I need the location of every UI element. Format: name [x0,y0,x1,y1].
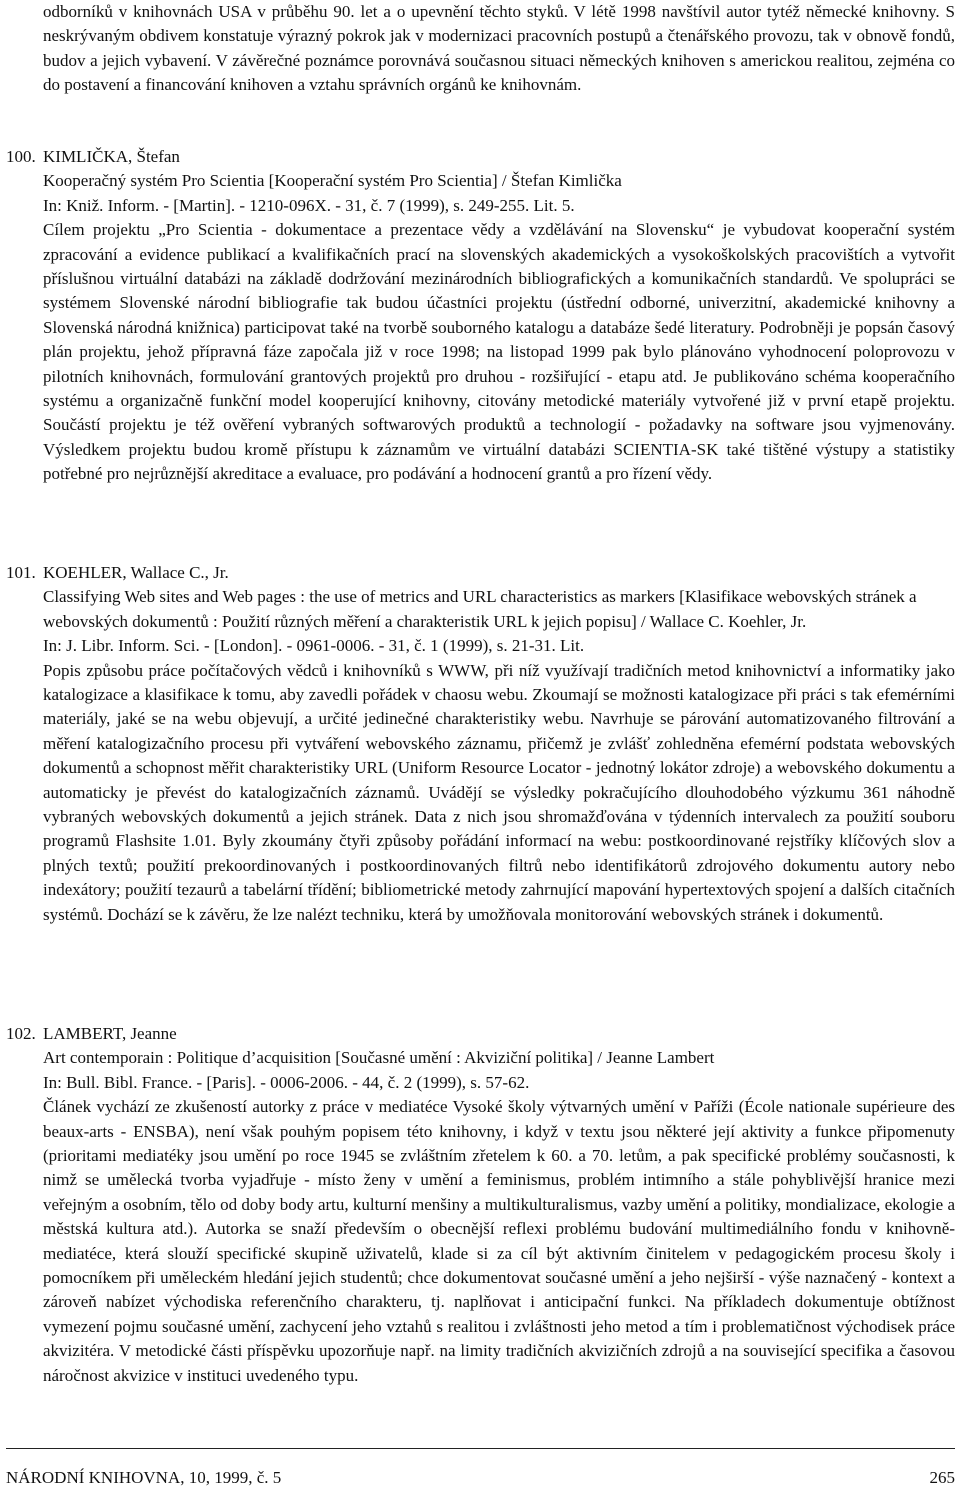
entry-source: In: Bull. Bibl. France. - [Paris]. - 0006-2006. - 44, č. 2 (1999), s. 57-62. [43,1072,530,1092]
bibliography-entry-102 [0,1022,955,1388]
entry-source: In: J. Libr. Inform. Sci. - [London]. - 0961-0006. - 31, č. 1 (1999), s. 21-31. Lit. [43,636,585,656]
footer-journal: NÁRODNÍ KNIHOVNA, 10, 1999, č. 5 [6,1468,282,1487]
entry-source: In: Kniž. Inform. - [Martin]. - 1210-096X. - 31, č. 7 (1999), s. 249-255. Lit. 5. [43,195,575,215]
entry-abstract: Cílem projektu „Pro Scientia - dokumentace a prezentace vědy a vzdělávání na Slovensku“ je vybudovat kooperační systém zpracování a evidence publikací a kvalifikačních prací na slovenských akademických a vysokoškolských pracovištích a vytvořit příslušnou virtuální databázi na základě dodržování mezinárodních bibliografických a komunikačních standardů. Ve spolupráci se systémem Slovenské národní bibliografie tak budou účastníci projektu (ústřední odborné, univerzitní, akademické knihovny a Slovenská národná knižnica) participovat také na tvorbě souborného katalogu a databáze šedé literatury. Podrobněji je popsán časový plán projektu, jehož přípravná fáze započala již v roce 1998; na listopad 1999 pak bylo plánováno vyhodnocení poloprovozu v pilotních knihovnách, formulování grantových projektů pro druhou - rozšiřující - etapu atd. Je publikováno schéma kooperačního systému a organizačně funkční model kooperující knihovny, citovány metodické materiály vytvořené již v první etapě projektu. Součástí projektu je též ověření vybraných softwarových produktů a technologií - požadavky na software jsou vyjmenovány. Výsledkem projektu budou kromě přístupu k záznamům ve virtuální databázi SCIENTIA-SK také tištěné výstupy a statistiky potřebné pro nejrůznější akreditace a evaluace, pro podávání a hodnocení grantů a pro řízení vědy. [43,220,955,484]
entry-abstract: Popis způsobu práce počítačových vědců i knihovníků s WWW, při níž využívají tradičních metod knihovnictví a informatiky jako katalogizace a klasifikace k tomu, aby zavedli pořádek v chaosu webu. Zkoumají se možnosti katalogizace při práci s tak efemérními materiály, jaké se na webu objevují, a určité jedinečné charakteristiky webu. Navrhuje se párování automatizovaného filtrování a měření katalogizačního procesu při vytváření webovského záznamu, přičemž je zvlášť zohledněna efemérní podstata webovských dokumentů a schopnost měřit charakteristiky URL (Uniform Resource Locator - jednotný lokátor zdroje) a webovského dokumentu a automaticky je převést do katalogizačních záznamů. Uvádějí se výsledky pokračujícího dlouhodobého výzkumu 361 náhodně vybraných webovských dokumentů a jejich stránek. Data z nich jsou shromažďována v týdenních intervalech za použití souboru programů Flashsite 1.01. Byly zkoumány čtyři způsoby pořádání informací na webu: postkoordinované rejstříky klíčových slov a plných textů; použití prekoordinovaných i postkoordinovaných filtrů nebo identifikátorů zdrojového dokumentu autory nebo indexátory; použití tezaurů a tabelární třídění; bibliometrické metody zahrnující mapování hypertextových spojení a dalších citačních systémů. Dochází se k závěru, že lze nalézt techniku, která by umožňovala monitorování webovských stránek i dokumentů. [43,660,955,924]
entry-author: KIMLIČKA, Štefan [43,147,180,166]
page-number: 265 [929,1468,955,1487]
entry-author: LAMBERT, Jeanne [43,1024,177,1043]
intro-text: odborníků v knihovnách USA v průběhu 90. let a o upevnění těchto styků. V létě 1998 navštívil autor tytéž německé knihovny. S neskrývaným obdivem konstatuje výrazný pokrok jak v modernizaci pracovních postupů a čtenářského provozu, tak v obnově fondů, budov a jejich vybavení. V závěrečné poznámce porovnává současnou situaci německých knihoven s americkou realitou, zejména co do postavení a financování knihoven a vztahu správních orgánů ke knihovnám. [43,2,955,95]
bibliography-entry-100 [0,145,955,487]
entry-author: KOEHLER, Wallace C., Jr. [43,563,229,582]
bibliography-entry-101 [0,561,955,927]
entry-number: 101. [6,563,36,582]
entry-abstract: Článek vychází ze zkušeností autorky z práce v mediatéce Vysoké školy výtvarných umění v Paříži (École nationale supérieure des beaux-arts - ENSBA), není však pouhým popisem této knihovny, i když v textu jsou některé její aktivity a funkce připomenuty (prioritami mediatéky jsou umění po roce 1945 se zvláštním zřetelem k 60. a 70. letům, a pak specifické problémy současnosti, k nimž se umělecká tvorba vyjadřuje - místo ženy v umění a feminismus, problém intimního a stále pohyblivější hranice mezi veřejným a osobním, tělo od doby body artu, kulturní menšiny a multikulturalismus, vazby umění a politiky, mondializace, ekologie a městská kultura atd.). Autorka se snaží především o obecnější reflexi problému budování multimediálního fondu v knihovně-mediatéce, která slouží specifické skupině uživatelů, klade si za cíl být aktivním činitelem v pedagogickém procesu školy i pomocníkem při uměleckém hledání jejich studentů; chce dokumentovat současné umění a jeho nejširší - výše naznačený - kontext a zároveň nabízet východiska referenčního charakteru, tj. naplňovat i anticipační funkci. Na příkladech dokumentuje obtížnost vymezení pojmu současné umění, zachycení jeho vztahů s realitou i zvláštnosti jeho metod a tím i problematičnost východisek práce akvizitéra. V metodické části příspěvku upozorňuje např. na limity tradičních akvizičních zdrojů a na související specifika a časovou náročnost akvizice v instituci uvedeného typu. [43,1097,955,1385]
entry-number: 102. [6,1024,36,1043]
footer-divider [6,1448,955,1449]
entry-title: Kooperačný systém Pro Scientia [Kooperační systém Pro Scientia] / Štefan Kimlička [43,171,622,191]
entry-title: Art contemporain : Politique d’acquisition [Současné umění : Akviziční politika] / Jeanne Lambert [43,1048,715,1068]
intro-paragraph [43,0,955,98]
entry-title: Classifying Web sites and Web pages : the use of metrics and URL characteristics as markers [Klasifikace webovských stránek a webovských dokumentů : Použití různých měření a charakteristik URL k jejich popisu] / Wallace C. Koehler, Jr. [43,587,917,631]
entry-number: 100. [6,147,36,166]
